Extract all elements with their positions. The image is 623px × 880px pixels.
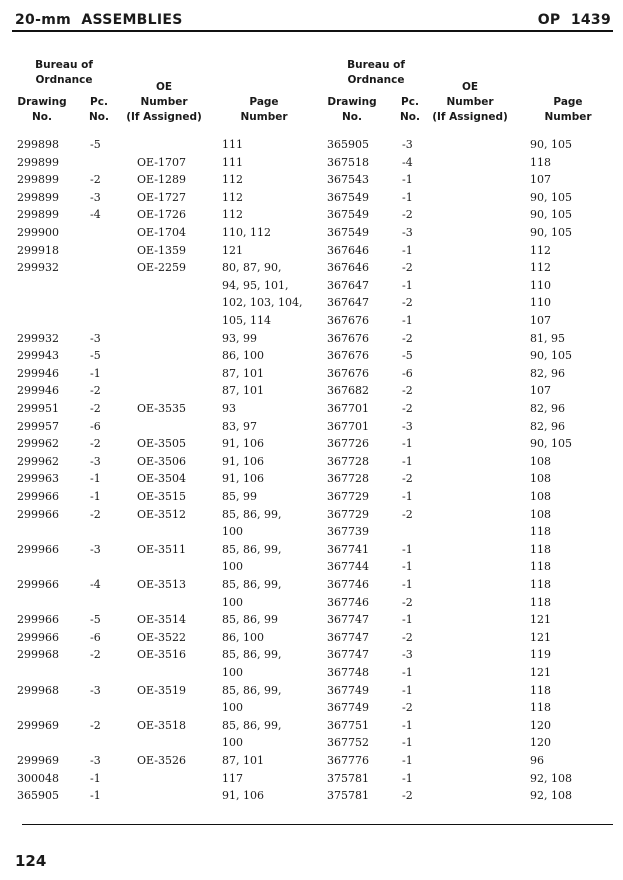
oe-number: OE-3511 <box>137 542 186 556</box>
table-row <box>0 646 623 663</box>
table-row <box>0 435 623 452</box>
page-number-ref: 85, 86, 99, <box>222 648 282 662</box>
oe-number: OE-1359 <box>137 243 186 257</box>
drawing-no: 299962 <box>17 437 59 451</box>
pc-no-2: -1 <box>402 278 413 292</box>
page-number-ref-2: 112 <box>530 261 551 275</box>
drawing-no: 299966 <box>17 578 59 591</box>
page-number-ref: 105, 114 <box>222 314 271 327</box>
table-row <box>0 682 623 699</box>
page-number-ref-2: 90, 105 <box>530 437 572 451</box>
drawing-no-2: 367676 <box>327 314 369 327</box>
drawing-no: 299969 <box>17 754 59 767</box>
oe-number: OE-3506 <box>137 454 186 468</box>
page-number-ref-2: 118 <box>530 155 551 169</box>
col-header-bureau-2: Bureau of Ordnance <box>347 59 405 86</box>
table-row <box>0 453 623 470</box>
pc-no-2: -1 <box>402 173 413 187</box>
drawing-no: 299899 <box>17 173 59 187</box>
drawing-no-2: 367747 <box>327 630 369 644</box>
oe-number: OE-3515 <box>137 490 186 503</box>
pc-no-2: -5 <box>402 349 413 363</box>
page-number-ref-2: 118 <box>530 683 551 697</box>
table-row <box>0 224 623 241</box>
page-number-ref-2: 90, 105 <box>530 138 572 151</box>
page-number-ref-2: 82, 96 <box>530 402 565 415</box>
page-number-ref: 85, 86, 99 <box>222 613 278 627</box>
pc-no-2: -2 <box>402 208 413 222</box>
drawing-no: 299966 <box>17 542 59 556</box>
page-number-ref-2: 107 <box>530 314 551 327</box>
pc-no-2: -1 <box>402 718 413 732</box>
pc-no: -6 <box>90 630 101 644</box>
drawing-no-2: 367746 <box>327 595 369 609</box>
page-number-ref: 93 <box>222 402 236 415</box>
drawing-no: 299969 <box>17 718 59 732</box>
pc-no: -1 <box>90 771 101 785</box>
drawing-no-2: 367749 <box>327 701 369 715</box>
page-number-ref-2: 90, 105 <box>530 208 572 222</box>
table-row <box>0 611 623 628</box>
drawing-no-2: 367647 <box>327 278 369 292</box>
page-number-ref-2: 107 <box>530 384 551 398</box>
col-header-oe: OE Number (If Assigned) <box>126 81 202 123</box>
page-number-ref-2: 121 <box>530 630 551 644</box>
drawing-no-2: 367744 <box>327 560 369 574</box>
pc-no: -2 <box>90 718 101 732</box>
drawing-no-2: 367646 <box>327 261 369 275</box>
oe-number: OE-1707 <box>137 155 186 169</box>
pc-no: -5 <box>90 138 101 151</box>
header-rule <box>12 30 613 32</box>
pc-no-2: -1 <box>402 578 413 591</box>
drawing-no-2: 367741 <box>327 542 369 556</box>
page-number-ref-2: 112 <box>530 243 551 257</box>
page-number-ref-2: 107 <box>530 173 551 187</box>
drawing-no: 299918 <box>17 243 59 257</box>
drawing-no-2: 367776 <box>327 754 369 767</box>
pc-no: -5 <box>90 349 101 363</box>
drawing-no: 299899 <box>17 190 59 204</box>
col-header-page-2: Page Number <box>544 96 592 123</box>
drawing-no-2: 367728 <box>327 472 369 486</box>
pc-no-2: -2 <box>402 630 413 644</box>
page-number-ref-2: 118 <box>530 525 551 539</box>
page-number-ref-2: 108 <box>530 490 551 503</box>
drawing-no-2: 375781 <box>327 771 369 785</box>
oe-number: OE-1704 <box>137 226 186 239</box>
pc-no-2: -2 <box>402 261 413 275</box>
pc-no-2: -3 <box>402 419 413 433</box>
oe-number: OE-3514 <box>137 613 186 627</box>
pc-no: -2 <box>90 507 101 521</box>
table-row <box>0 277 623 294</box>
page-number-ref: 80, 87, 90, <box>222 261 282 275</box>
page-number-ref: 86, 100 <box>222 630 264 644</box>
page-number-ref: 100 <box>222 701 243 715</box>
pc-no-2: -2 <box>402 331 413 345</box>
drawing-no: 299946 <box>17 384 59 398</box>
page-number-ref: 100 <box>222 595 243 609</box>
drawing-no: 300048 <box>17 771 59 785</box>
page-number-ref-2: 121 <box>530 613 551 627</box>
table-row <box>0 400 623 417</box>
col-header-pc-2: Pc. No. <box>400 96 420 123</box>
oe-number: OE-3504 <box>137 472 186 486</box>
pc-no: -5 <box>90 613 101 627</box>
pc-no-2: -2 <box>402 789 413 803</box>
page-number-ref: 112 <box>222 208 243 222</box>
table-row <box>0 664 623 681</box>
page-number-ref-2: 118 <box>530 578 551 591</box>
page-number-ref: 91, 106 <box>222 472 264 486</box>
page-number-ref: 87, 101 <box>222 366 264 380</box>
table-row <box>0 787 623 804</box>
table-row <box>0 418 623 435</box>
page-number-ref-2: 120 <box>530 718 551 732</box>
pc-no-2: -1 <box>402 771 413 785</box>
page-number-ref: 100 <box>222 666 243 679</box>
table-row <box>0 717 623 734</box>
page-number-ref: 112 <box>222 190 243 204</box>
page-number-ref: 87, 101 <box>222 384 264 398</box>
pc-no-2: -2 <box>402 507 413 521</box>
oe-number: OE-3516 <box>137 648 186 662</box>
table-row <box>0 312 623 329</box>
pc-no-2: -1 <box>402 190 413 204</box>
drawing-no: 299943 <box>17 349 59 363</box>
drawing-no: 299966 <box>17 490 59 503</box>
table-row <box>0 154 623 171</box>
drawing-no-2: 367518 <box>327 155 369 169</box>
oe-number: OE-3518 <box>137 718 186 732</box>
page-number-ref-2: 81, 95 <box>530 331 565 345</box>
pc-no-2: -3 <box>402 226 413 239</box>
drawing-no-2: 367646 <box>327 243 369 257</box>
pc-no: -1 <box>90 472 101 486</box>
document-id: OP 1439 <box>537 12 611 28</box>
drawing-no-2: 367752 <box>327 736 369 750</box>
page-number-ref: 91, 106 <box>222 437 264 451</box>
col-header-oe-2: OE Number (If Assigned) <box>432 81 508 123</box>
drawing-no-2: 367728 <box>327 454 369 468</box>
drawing-no-2: 367676 <box>327 349 369 363</box>
drawing-no: 299966 <box>17 507 59 521</box>
col-header-page: Page Number <box>240 96 288 123</box>
col-header-bureau: Bureau of Ordnance <box>35 59 93 86</box>
oe-number: OE-3522 <box>137 630 186 644</box>
drawing-no-2: 367647 <box>327 296 369 310</box>
pc-no-2: -2 <box>402 595 413 609</box>
pc-no-2: -3 <box>402 648 413 662</box>
table-row <box>0 770 623 787</box>
table-row <box>0 330 623 347</box>
page-number-ref-2: 82, 96 <box>530 419 565 433</box>
footer-rule <box>22 824 613 825</box>
page-number-ref: 111 <box>222 138 243 151</box>
drawing-no: 299898 <box>17 138 59 151</box>
col-header-pc: Pc. No. <box>89 96 109 123</box>
drawing-no: 299932 <box>17 261 59 275</box>
drawing-no: 299900 <box>17 226 59 239</box>
table-row <box>0 629 623 646</box>
pc-no: -3 <box>90 683 101 697</box>
pc-no: -4 <box>90 578 101 591</box>
pc-no-2: -1 <box>402 666 413 679</box>
oe-number: OE-3513 <box>137 578 186 591</box>
page-number-ref-2: 90, 105 <box>530 349 572 363</box>
pc-no-2: -1 <box>402 314 413 327</box>
drawing-no: 299963 <box>17 472 59 486</box>
page-number-ref-2: 110 <box>530 278 551 292</box>
drawing-no-2: 367726 <box>327 437 369 451</box>
table-row <box>0 488 623 505</box>
page-number-ref-2: 121 <box>530 666 551 679</box>
pc-no: -2 <box>90 173 101 187</box>
table-row <box>0 523 623 540</box>
col-header-drawing: Drawing No. <box>17 96 67 123</box>
table-row <box>0 506 623 523</box>
page-number-ref: 85, 99 <box>222 490 257 503</box>
page-number-ref-2: 90, 105 <box>530 190 572 204</box>
pc-no-2: -3 <box>402 138 413 151</box>
oe-number: OE-3505 <box>137 437 186 451</box>
drawing-no: 299932 <box>17 331 59 345</box>
page-number-ref: 102, 103, 104, <box>222 296 303 310</box>
table-row <box>0 206 623 223</box>
drawing-no-2: 367701 <box>327 402 369 415</box>
pc-no: -4 <box>90 208 101 222</box>
page-number-ref-2: 82, 96 <box>530 366 565 380</box>
drawing-no-2: 367549 <box>327 208 369 222</box>
drawing-no-2: 367747 <box>327 648 369 662</box>
pc-no: -2 <box>90 437 101 451</box>
pc-no: -2 <box>90 384 101 398</box>
col-header-drawing-2: Drawing No. <box>327 96 377 123</box>
page-number-ref-2: 92, 108 <box>530 789 572 803</box>
table-row <box>0 347 623 364</box>
page-number-ref: 91, 106 <box>222 789 264 803</box>
drawing-no: 365905 <box>17 789 59 803</box>
pc-no-2: -2 <box>402 384 413 398</box>
page-number: 124 <box>15 852 47 870</box>
pc-no: -3 <box>90 190 101 204</box>
table-row <box>0 294 623 311</box>
page-number-ref-2: 118 <box>530 595 551 609</box>
drawing-no: 299899 <box>17 155 59 169</box>
pc-no-2: -1 <box>402 454 413 468</box>
page-number-ref: 85, 86, 99, <box>222 542 282 556</box>
page-number-ref-2: 110 <box>530 296 551 310</box>
pc-no: -3 <box>90 454 101 468</box>
drawing-no: 299957 <box>17 419 59 433</box>
page-number-ref: 100 <box>222 525 243 539</box>
page-number-ref-2: 108 <box>530 472 551 486</box>
table-row <box>0 470 623 487</box>
drawing-no: 299966 <box>17 613 59 627</box>
drawing-no-2: 367748 <box>327 666 369 679</box>
page-number-ref: 85, 86, 99, <box>222 507 282 521</box>
page-number-ref-2: 90, 105 <box>530 226 572 239</box>
pc-no: -2 <box>90 648 101 662</box>
drawing-no-2: 367676 <box>327 366 369 380</box>
pc-no: -1 <box>90 789 101 803</box>
page-number-ref: 93, 99 <box>222 331 257 345</box>
page-number-ref: 85, 86, 99, <box>222 683 282 697</box>
drawing-no: 299899 <box>17 208 59 222</box>
drawing-no-2: 367701 <box>327 419 369 433</box>
pc-no-2: -2 <box>402 701 413 715</box>
oe-number: OE-2259 <box>137 261 186 275</box>
pc-no-2: -1 <box>402 736 413 750</box>
drawing-no-2: 367729 <box>327 490 369 503</box>
page-number-ref: 100 <box>222 560 243 574</box>
page-number-ref-2: 96 <box>530 754 544 767</box>
pc-no-2: -1 <box>402 754 413 767</box>
pc-no-2: -1 <box>402 683 413 697</box>
drawing-no-2: 367682 <box>327 384 369 398</box>
page-number-ref: 83, 97 <box>222 419 257 433</box>
pc-no: -1 <box>90 490 101 503</box>
drawing-no-2: 375781 <box>327 789 369 803</box>
table-row <box>0 171 623 188</box>
drawing-no-2: 365905 <box>327 138 369 151</box>
drawing-no-2: 367747 <box>327 613 369 627</box>
page-number-ref-2: 92, 108 <box>530 771 572 785</box>
drawing-no-2: 367746 <box>327 578 369 591</box>
page-number-ref-2: 120 <box>530 736 551 750</box>
page-number-ref-2: 108 <box>530 507 551 521</box>
pc-no: -6 <box>90 419 101 433</box>
page-number-ref: 86, 100 <box>222 349 264 363</box>
drawing-no-2: 367549 <box>327 226 369 239</box>
drawing-no: 299968 <box>17 683 59 697</box>
oe-number: OE-1726 <box>137 208 186 222</box>
drawing-no: 299966 <box>17 630 59 644</box>
drawing-no: 299962 <box>17 454 59 468</box>
pc-no-2: -4 <box>402 155 413 169</box>
table-row <box>0 189 623 206</box>
page-number-ref: 112 <box>222 173 243 187</box>
pc-no: -3 <box>90 754 101 767</box>
page-number-ref: 91, 106 <box>222 454 264 468</box>
oe-number: OE-3526 <box>137 754 186 767</box>
page-number-ref: 85, 86, 99, <box>222 578 282 591</box>
drawing-no: 299946 <box>17 366 59 380</box>
pc-no: -3 <box>90 542 101 556</box>
oe-number: OE-3535 <box>137 402 186 415</box>
oe-number: OE-1289 <box>137 173 186 187</box>
drawing-no-2: 367549 <box>327 190 369 204</box>
drawing-no: 299951 <box>17 402 59 415</box>
page-number-ref-2: 118 <box>530 542 551 556</box>
page-number-ref: 94, 95, 101, <box>222 278 289 292</box>
pc-no: -3 <box>90 331 101 345</box>
pc-no-2: -1 <box>402 613 413 627</box>
page-number-ref: 87, 101 <box>222 754 264 767</box>
table-row <box>0 558 623 575</box>
pc-no-2: -2 <box>402 402 413 415</box>
table-row <box>0 242 623 259</box>
pc-no-2: -6 <box>402 366 413 380</box>
page-number-ref: 110, 112 <box>222 226 271 239</box>
table-row <box>0 576 623 593</box>
pc-no-2: -1 <box>402 490 413 503</box>
page-number-ref-2: 118 <box>530 560 551 574</box>
page-number-ref: 100 <box>222 736 243 750</box>
pc-no-2: -1 <box>402 437 413 451</box>
drawing-no-2: 367729 <box>327 507 369 521</box>
table-row <box>0 365 623 382</box>
pc-no-2: -1 <box>402 542 413 556</box>
pc-no: -2 <box>90 402 101 415</box>
drawing-no: 299968 <box>17 648 59 662</box>
table-row <box>0 382 623 399</box>
pc-no-2: -2 <box>402 296 413 310</box>
page-number-ref-2: 108 <box>530 454 551 468</box>
pc-no-2: -1 <box>402 560 413 574</box>
oe-number: OE-3519 <box>137 683 186 697</box>
pc-no: -1 <box>90 366 101 380</box>
page-number-ref: 121 <box>222 243 243 257</box>
page-number-ref: 111 <box>222 155 243 169</box>
page-number-ref-2: 119 <box>530 648 551 662</box>
drawing-no-2: 367751 <box>327 718 369 732</box>
page-number-ref: 85, 86, 99, <box>222 718 282 732</box>
page-number-ref-2: 118 <box>530 701 551 715</box>
page-number-ref: 117 <box>222 771 243 785</box>
oe-number: OE-1727 <box>137 190 186 204</box>
drawing-no-2: 367739 <box>327 525 369 539</box>
drawing-no-2: 367676 <box>327 331 369 345</box>
drawing-no-2: 367749 <box>327 683 369 697</box>
table-row <box>0 594 623 611</box>
pc-no-2: -1 <box>402 243 413 257</box>
table-row <box>0 136 623 153</box>
table-row <box>0 699 623 716</box>
oe-number: OE-3512 <box>137 507 186 521</box>
drawing-no-2: 367543 <box>327 173 369 187</box>
table-row <box>0 752 623 769</box>
table-row <box>0 541 623 558</box>
pc-no-2: -2 <box>402 472 413 486</box>
table-row <box>0 734 623 751</box>
section-title: 20-mm ASSEMBLIES <box>15 12 183 28</box>
table-row <box>0 259 623 276</box>
